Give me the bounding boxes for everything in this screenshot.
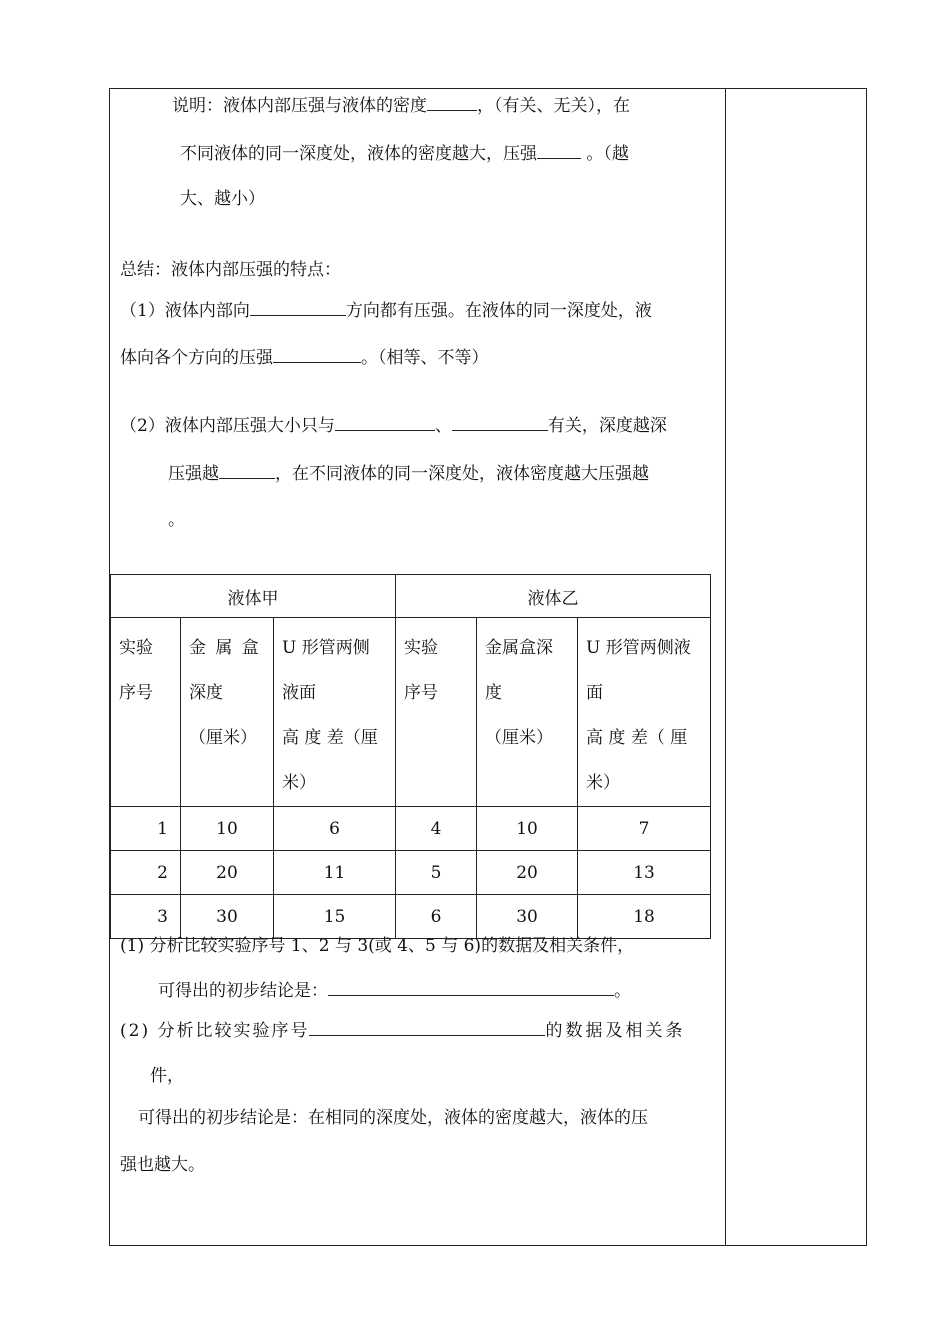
summary-heading: 总结：液体内部压强的特点： bbox=[120, 260, 341, 280]
cell-b-diff: 13 bbox=[578, 851, 711, 895]
table-row bbox=[111, 851, 711, 895]
summary-p2-line2: 压强越 ，在不同液体的同一深度处，液体密度越大压强越 bbox=[168, 460, 649, 486]
analysis-q1-line2: 可得出的初步结论是： 。 bbox=[158, 977, 631, 1003]
cell-b-diff: 7 bbox=[578, 807, 711, 851]
intro-line-2: 不同液体的同一深度处，液体的密度越大，压强 。（越 bbox=[180, 140, 629, 166]
analysis-q2-line4: 强也越大。 bbox=[120, 1155, 205, 1175]
table-row bbox=[111, 807, 711, 851]
header-b-experiment-no: 实验 序号 bbox=[396, 618, 477, 807]
answer-blank[interactable] bbox=[335, 412, 435, 431]
header-b-depth: 金属盒深 度 （厘米） bbox=[477, 618, 578, 807]
header-a-experiment-no: 实验 序号 bbox=[111, 618, 181, 807]
analysis-q2-line3: 可得出的初步结论是：在相同的深度处，液体的密度越大，液体的压 bbox=[138, 1108, 648, 1128]
right-column-divider bbox=[725, 88, 726, 1246]
header-b-height-diff: U 形管两侧液 面 高 度 差（ 厘 米） bbox=[578, 618, 711, 807]
answer-blank[interactable] bbox=[537, 140, 581, 159]
answer-blank[interactable] bbox=[273, 344, 361, 363]
header-a-depth: 金 属 盒 深度 （厘米） bbox=[181, 618, 274, 807]
analysis-q2-line1: (2) 分析比较实验序号 的数据及相关条 bbox=[120, 1017, 685, 1043]
cell-a-diff: 11 bbox=[274, 851, 396, 895]
cell-b-no: 6 bbox=[396, 895, 477, 939]
intro-line-1: 说明：液体内部压强与液体的密度 ，（有关、无关），在 bbox=[172, 92, 630, 118]
cell-b-no: 4 bbox=[396, 807, 477, 851]
cell-a-no: 2 bbox=[111, 851, 181, 895]
summary-p2-line1: （2）液体内部压强大小只与 、 有关，深度越深 bbox=[120, 412, 667, 438]
intro-line-3: 大、越小） bbox=[180, 189, 265, 209]
answer-blank[interactable] bbox=[328, 977, 614, 996]
cell-a-no: 1 bbox=[111, 807, 181, 851]
cell-b-depth: 10 bbox=[477, 807, 578, 851]
cell-a-depth: 10 bbox=[181, 807, 274, 851]
summary-p1-line2: 体向各个方向的压强 。（相等、不等） bbox=[120, 344, 489, 370]
answer-blank[interactable] bbox=[427, 92, 477, 111]
cell-b-depth: 30 bbox=[477, 895, 578, 939]
summary-p2-line3: 。 bbox=[168, 510, 185, 530]
experiment-data-table bbox=[110, 574, 711, 939]
answer-blank[interactable] bbox=[309, 1017, 545, 1036]
cell-b-no: 5 bbox=[396, 851, 477, 895]
table-group-header-row bbox=[111, 575, 711, 618]
cell-a-diff: 15 bbox=[274, 895, 396, 939]
header-a-height-diff: U 形管两侧 液面 高 度 差（厘 米） bbox=[274, 618, 396, 807]
cell-b-diff: 18 bbox=[578, 895, 711, 939]
analysis-q1-line1: (1) 分析比较实验序号 1、2 与 3(或 4、5 与 6)的数据及相关条件， bbox=[120, 936, 635, 956]
group-header-liquid-b: 液体乙 bbox=[396, 575, 711, 618]
table-row bbox=[111, 895, 711, 939]
summary-p1-line1: （1）液体内部向 方向都有压强。在液体的同一深度处，液 bbox=[120, 297, 652, 323]
cell-a-no: 3 bbox=[111, 895, 181, 939]
answer-blank[interactable] bbox=[219, 460, 275, 479]
answer-blank[interactable] bbox=[452, 412, 548, 431]
table-column-header-row bbox=[111, 618, 711, 807]
cell-a-diff: 6 bbox=[274, 807, 396, 851]
cell-b-depth: 20 bbox=[477, 851, 578, 895]
cell-a-depth: 30 bbox=[181, 895, 274, 939]
answer-blank[interactable] bbox=[250, 297, 346, 316]
analysis-q2-line2: 件， bbox=[150, 1066, 184, 1086]
cell-a-depth: 20 bbox=[181, 851, 274, 895]
group-header-liquid-a: 液体甲 bbox=[111, 575, 396, 618]
